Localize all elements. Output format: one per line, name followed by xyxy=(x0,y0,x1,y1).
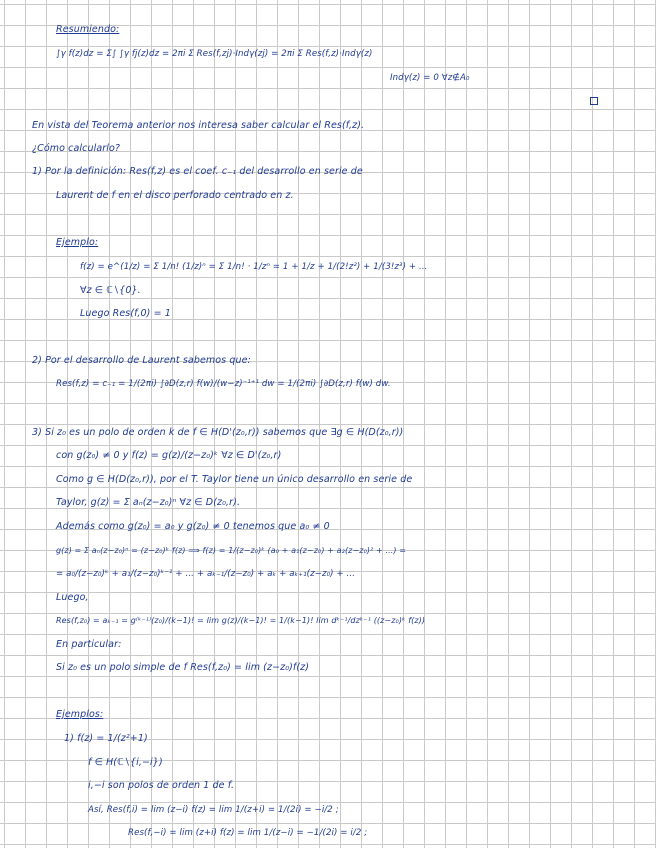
method-3-line-5: Además como g(z₀) = a₀ y g(z₀) ≠ 0 tenemos que a₀ ≠ 0 xyxy=(56,521,330,532)
residue-formula: Res(f,z₀) = aₖ₋₁ = g⁽ᵏ⁻¹⁾(z₀)/(k−1)! = lim g(z)/(k−1)! = 1/(k−1)! lim dᵏ⁻¹/dzᵏ⁻¹ ((z−z₀)ᵏ f(z)) xyxy=(56,616,426,625)
example-2-function: 1) f(z) = 1/(z²+1) xyxy=(64,733,148,744)
method-1-line-2: Laurent de f en el disco perforado centrado en z. xyxy=(56,190,294,201)
example-1-conclusion: Luego Res(f,0) = 1 xyxy=(80,308,171,319)
end-of-proof-square-icon xyxy=(590,97,598,105)
method-3-line-4: Taylor, g(z) = Σ aₙ(z−z₀)ⁿ ∀z ∈ D(z₀,r). xyxy=(56,497,241,508)
method-3-luego: Luego, xyxy=(56,592,89,603)
method-3-line-7: = a₀/(z−z₀)ᵏ + a₁/(z−z₀)ᵏ⁻¹ + ... + aₖ₋₁/(z−z₀) + aₖ + aₖ₊₁(z−z₀) + ... xyxy=(56,569,356,579)
method-3-line-6: g(z) = Σ aₙ(z−z₀)ⁿ = (z−z₀)ᵏ f(z) ⟹ f(z) = 1/(z−z₀)ᵏ (a₀ + a₁(z−z₀) + a₂(z−z₀)² + ...) = xyxy=(56,546,407,555)
example-1-domain: ∀z ∈ ℂ∖{0}. xyxy=(80,285,141,296)
method-2-line-1: 2) Por el desarrollo de Laurent sabemos que: xyxy=(32,355,251,366)
summary-condition: Indγ(z) = 0 ∀z∉A₀ xyxy=(390,73,470,83)
example-2-poles: i,−i son polos de orden 1 de f. xyxy=(88,780,235,791)
heading-resumiendo: Resumiendo: xyxy=(56,24,120,35)
method-3-line-1: 3) Si z₀ es un polo de orden k de f ∈ H(D'(z₀,r)) sabemos que ∃g ∈ H(D(z₀,r)) xyxy=(32,427,404,438)
example-1-formula: f(z) = e^(1/z) = Σ 1/n! (1/z)ⁿ = Σ 1/n! · 1/zⁿ = 1 + 1/z + 1/(2!z²) + 1/(3!z³) + ... xyxy=(80,262,428,272)
intro-line-1: En vista del Teorema anterior nos interesa saber calcular el Res(f,z). xyxy=(32,120,365,131)
example-1-title: Ejemplo: xyxy=(56,237,99,248)
residue-at-i: Así, Res(f,i) = lim (z−i) f(z) = lim 1/(z+i) = 1/(2i) = −i/2 ; xyxy=(88,805,339,815)
method-3-particular: En particular: xyxy=(56,639,122,650)
method-3-line-3: Como g ∈ H(D(z₀,r)), por el T. Taylor tiene un único desarrollo en serie de xyxy=(56,474,413,485)
method-2-formula: Res(f,z) = c₋₁ = 1/(2πi) ∫∂D(z,r) f(w)/(w−z)⁻¹⁺¹ dw = 1/(2πi) ∫∂D(z,r) f(w) dw. xyxy=(56,379,391,389)
example-2-holomorphic: f ∈ H(ℂ∖{i,−i}) xyxy=(88,757,163,768)
intro-line-2: ¿Cómo calcularlo? xyxy=(32,143,121,154)
method-1-line-1: 1) Por la definición: Res(f,z) es el coef. c₋₁ del desarrollo en serie de xyxy=(32,166,363,177)
method-3-line-2: con g(z₀) ≠ 0 y f(z) = g(z)/(z−z₀)ᵏ ∀z ∈ D'(z₀,r) xyxy=(56,450,282,461)
residue-at-minus-i: Res(f,−i) = lim (z+i) f(z) = lim 1/(z−i) = −1/(2i) = i/2 ; xyxy=(128,828,368,838)
simple-pole-formula: Si z₀ es un polo simple de f Res(f,z₀) = lim (z−z₀)f(z) xyxy=(56,662,310,673)
summary-formula: ∫γ f(z)dz = Σ∫ ∫γ fj(z)dz = 2πi Σ Res(f,zj)·Indγ(zj) = 2πi Σ Res(f,z)·Indγ(z) xyxy=(56,49,373,59)
examples-2-title: Ejemplos: xyxy=(56,709,104,720)
